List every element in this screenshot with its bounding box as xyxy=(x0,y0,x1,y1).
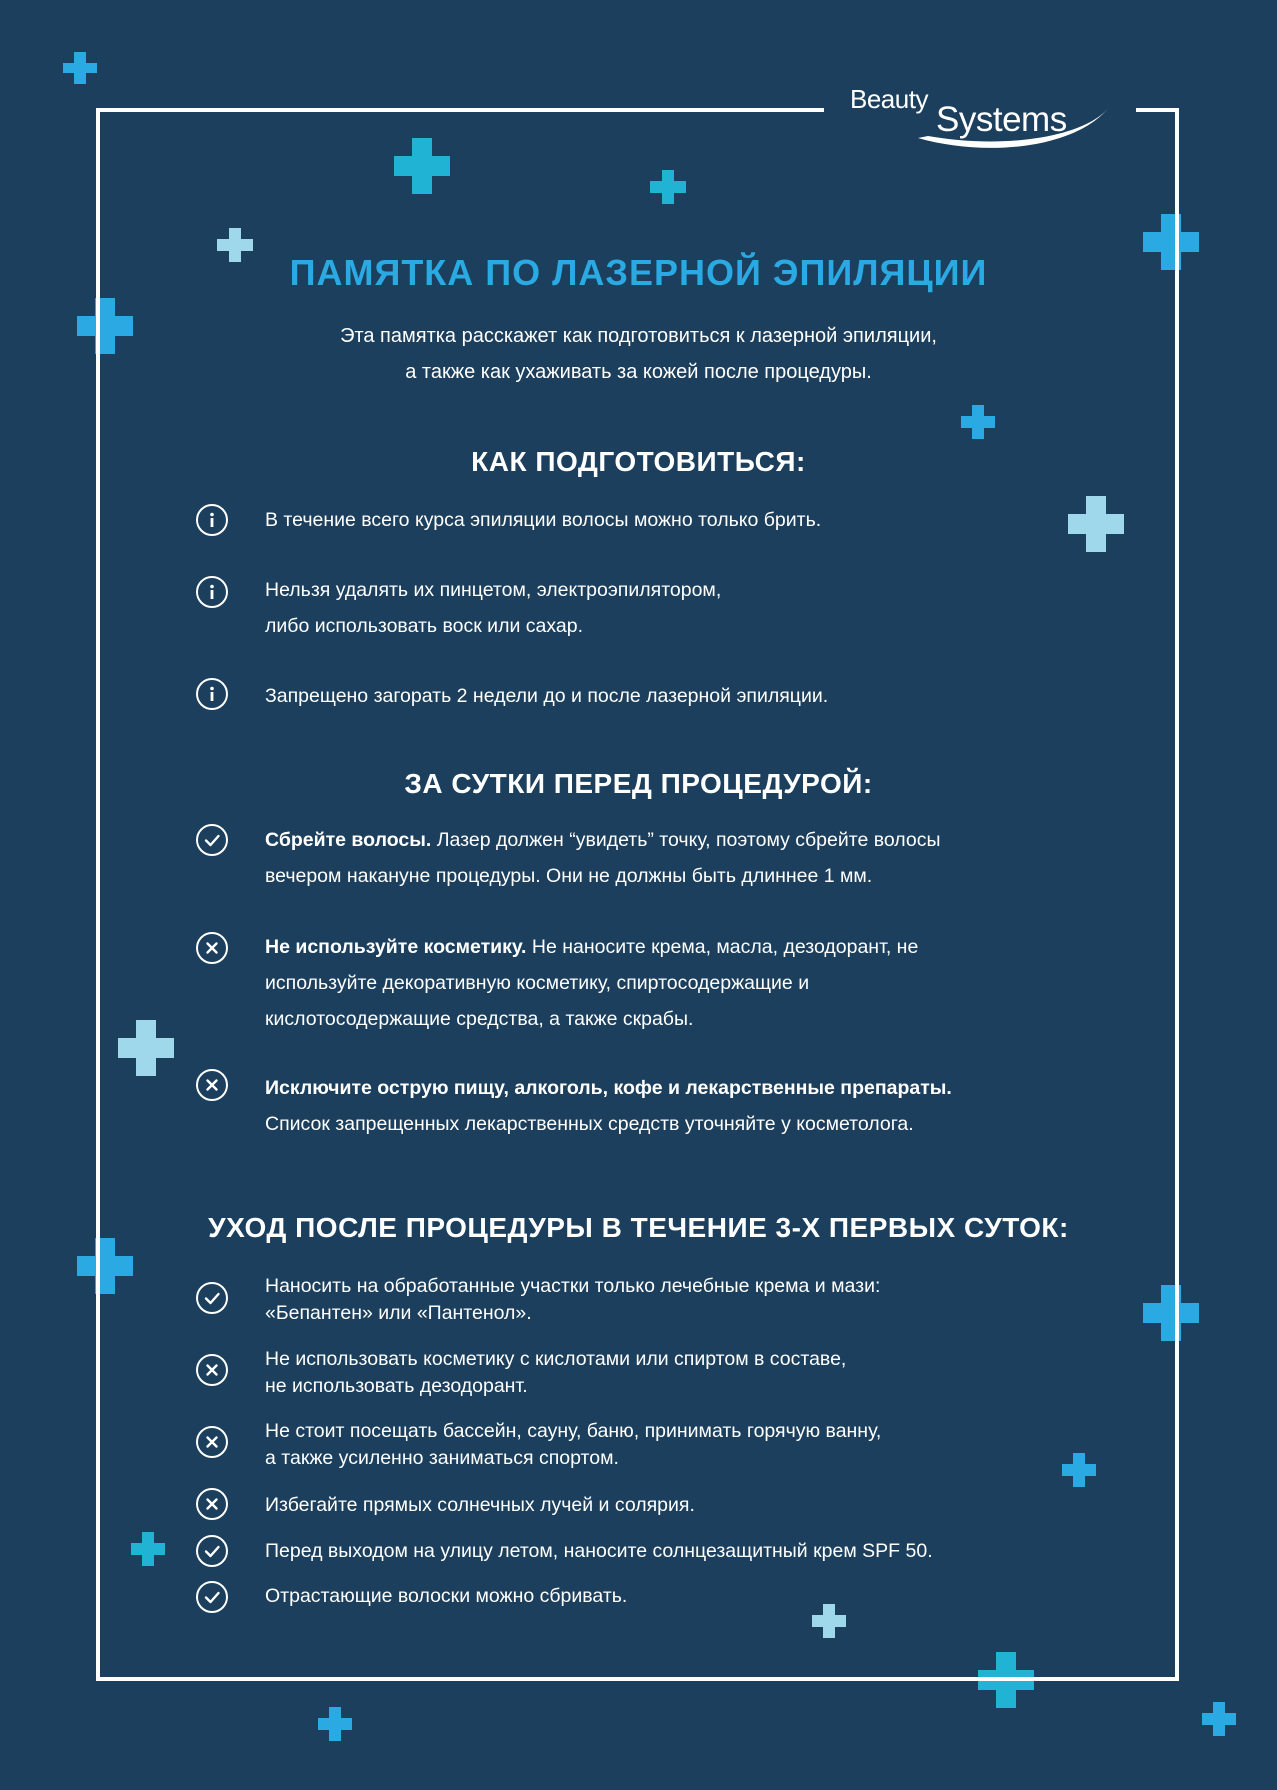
item-text: вечером накануне процедуры. Они не должны быть длиннее 1 мм. xyxy=(265,865,873,887)
check-circle-icon xyxy=(196,1581,228,1613)
intro-line: а также как ухаживать за кожей после процедуры. xyxy=(405,361,872,383)
item-text: Запрещено загорать 2 недели до и после лазерной эпиляции. xyxy=(265,685,829,707)
item-text: Избегайте прямых солнечных лучей и солярия. xyxy=(265,1494,695,1516)
item-text: Лазер должен “увидеть” точку, поэтому сбрейте волосы xyxy=(431,829,941,851)
item-text: Наносить на обработанные участки только лечебные крема и мази: xyxy=(265,1275,881,1297)
intro-line: Эта памятка расскажет как подготовиться к лазерной эпиляции, xyxy=(340,325,937,347)
list-item xyxy=(265,929,1085,1037)
item-text: Не наносите крема, масла, дезодорант, не xyxy=(526,936,919,958)
section-heading-aftercare: УХОД ПОСЛЕ ПРОЦЕДУРЫ В ТЕЧЕНИЕ 3-Х ПЕРВЫХ СУТОК: xyxy=(208,1212,1069,1243)
brand-line1: Beauty xyxy=(850,84,928,114)
intro-text xyxy=(0,318,1277,390)
item-text: не использовать дезодорант. xyxy=(265,1375,528,1397)
brand-line2: Systems xyxy=(936,100,1067,139)
list-item xyxy=(265,1583,1085,1610)
x-circle-icon xyxy=(196,1354,228,1386)
item-text: либо использовать воск или сахар. xyxy=(265,615,583,637)
x-circle-icon xyxy=(196,1069,228,1101)
item-text: В течение всего курса эпиляции волосы можно только брить. xyxy=(265,509,822,531)
section-heading-day-before: ЗА СУТКИ ПЕРЕД ПРОЦЕДУРОЙ: xyxy=(404,768,873,799)
plus-decoration-icon xyxy=(63,52,97,84)
list-item xyxy=(265,572,1085,644)
item-bold-text: Исключите острую пищу, алкоголь, кофе и лекарственные препараты. xyxy=(265,1077,952,1099)
item-bold-text: Не используйте косметику. xyxy=(265,936,527,958)
item-text: «Бепантен» или «Пантенол». xyxy=(265,1302,532,1324)
item-text: Список запрещенных лекарственных средств уточняйте у косметолога. xyxy=(265,1113,914,1135)
info-icon xyxy=(196,678,228,710)
item-text: Нельзя удалять их пинцетом, электроэпилятором, xyxy=(265,579,722,601)
page-title: ПАМЯТКА ПО ЛАЗЕРНОЙ ЭПИЛЯЦИИ xyxy=(289,252,988,293)
item-text: а также усиленно заниматься спортом. xyxy=(265,1447,619,1469)
list-item xyxy=(265,502,1085,538)
brand-logo xyxy=(848,78,1118,158)
x-circle-icon xyxy=(196,1426,228,1458)
list-item xyxy=(265,1273,1085,1327)
item-text: Не использовать косметику с кислотами или спиртом в составе, xyxy=(265,1348,847,1370)
item-text: используйте декоративную косметику, спиртосодержащие и xyxy=(265,972,810,994)
plus-decoration-icon xyxy=(1202,1702,1236,1736)
check-circle-icon xyxy=(196,1535,228,1567)
item-text: Перед выходом на улицу летом, наносите солнцезащитный крем SPF 50. xyxy=(265,1540,933,1562)
item-bold-text: Сбрейте волосы. xyxy=(265,829,432,851)
list-item xyxy=(265,1538,1085,1565)
item-text: Не стоит посещать бассейн, сауну, баню, принимать горячую ванну, xyxy=(265,1420,882,1442)
item-text: Отрастающие волоски можно сбривать. xyxy=(265,1585,628,1607)
list-item xyxy=(265,822,1085,894)
x-circle-icon xyxy=(196,932,228,964)
list-item xyxy=(265,678,1085,714)
info-icon xyxy=(196,504,228,536)
list-item xyxy=(265,1492,1085,1519)
list-item xyxy=(265,1070,1085,1142)
section-heading-preparation: КАК ПОДГОТОВИТЬСЯ: xyxy=(471,446,806,477)
list-item xyxy=(265,1346,1085,1400)
check-circle-icon xyxy=(196,824,228,856)
x-circle-icon xyxy=(196,1488,228,1520)
info-icon xyxy=(196,576,228,608)
item-text: кислотосодержащие средства, а также скрабы. xyxy=(265,1008,694,1030)
plus-decoration-icon xyxy=(318,1707,352,1741)
check-circle-icon xyxy=(196,1282,228,1314)
list-item xyxy=(265,1418,1085,1472)
